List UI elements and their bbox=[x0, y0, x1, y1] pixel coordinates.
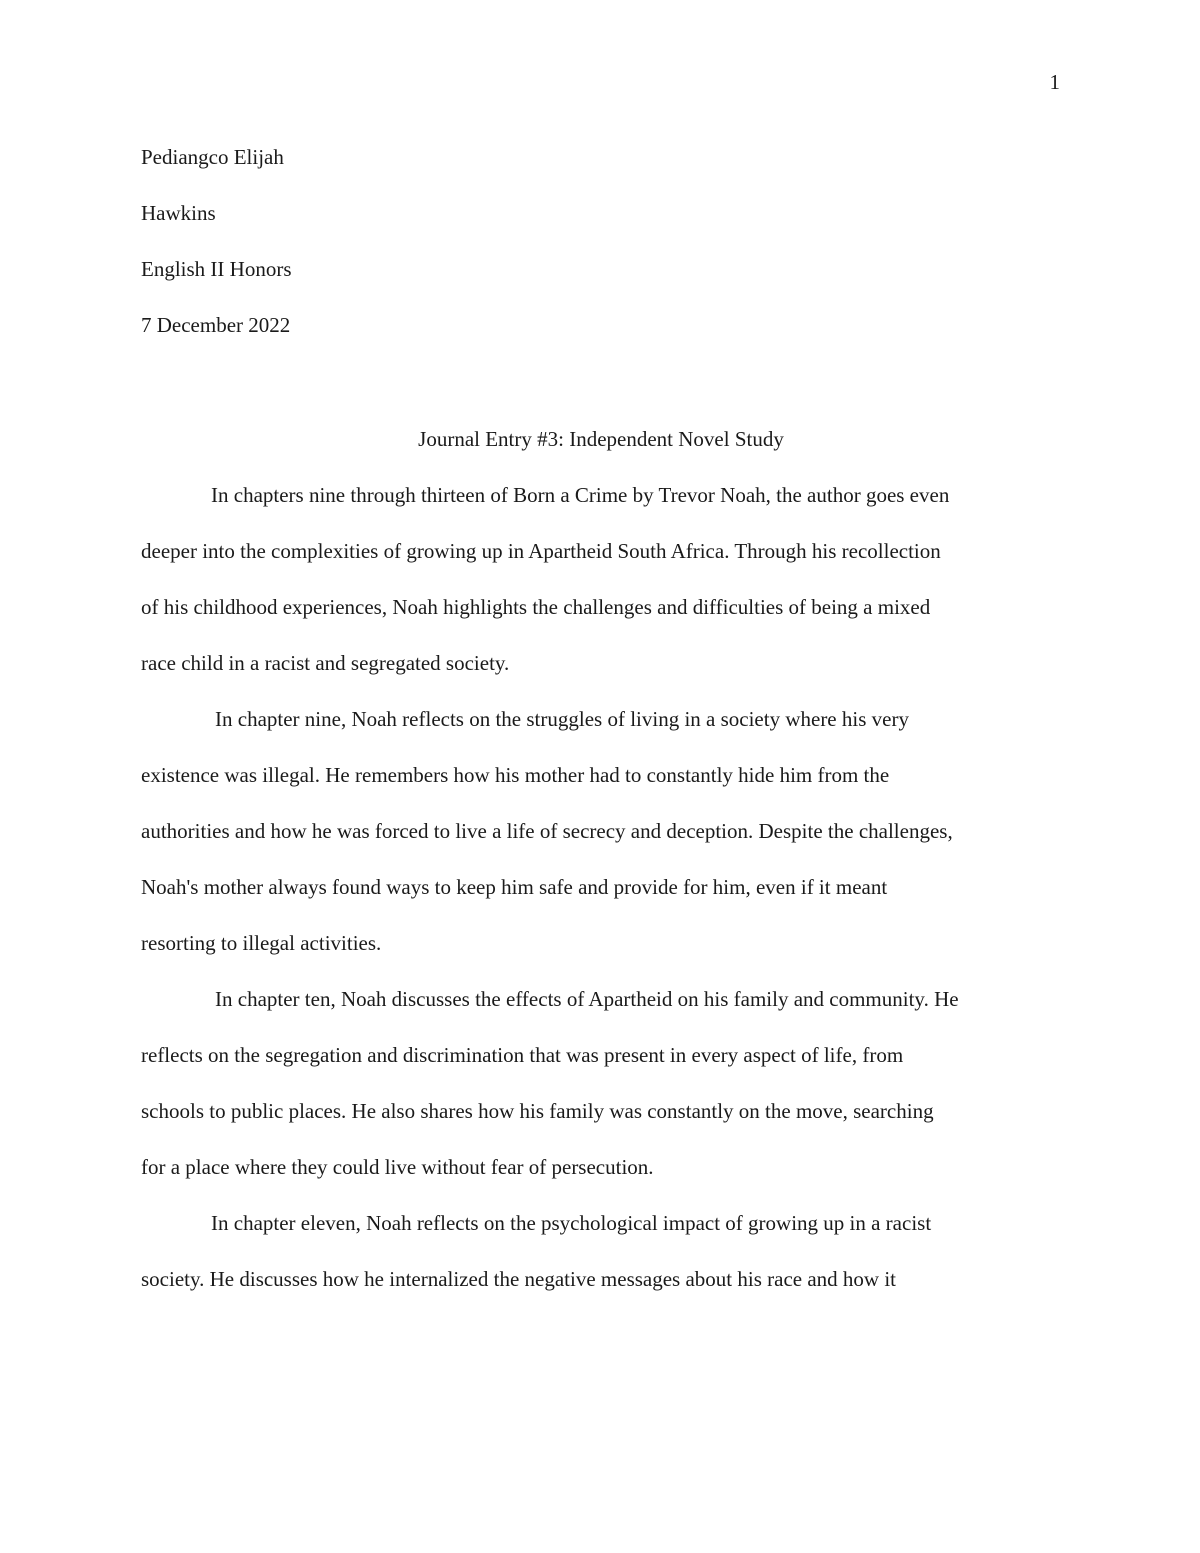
paragraph-2-line-4: Noah's mother always found ways to keep him safe and provide for him, even if it meant bbox=[141, 875, 888, 899]
paragraph-4-line-2: society. He discusses how he internalized the negative messages about his race and how it bbox=[141, 1267, 896, 1291]
mla-heading bbox=[141, 143, 1061, 367]
paragraph-2-line-1: In chapter nine, Noah reflects on the struggles of living in a society where his very bbox=[215, 707, 909, 731]
paragraph-1-line-1: In chapters nine through thirteen of Born a Crime by Trevor Noah, the author goes even bbox=[211, 483, 950, 507]
paragraph-2-line-3: authorities and how he was forced to live a life of secrecy and deception. Despite the challenges, bbox=[141, 819, 953, 843]
page-number: 1 bbox=[1049, 70, 1060, 94]
paragraph-2-line-2: existence was illegal. He remembers how his mother had to constantly hide him from the bbox=[141, 763, 890, 787]
paragraph-4-line-1: In chapter eleven, Noah reflects on the psychological impact of growing up in a racist bbox=[211, 1211, 932, 1235]
paragraph-3-line-1: In chapter ten, Noah discusses the effects of Apartheid on his family and community. He bbox=[215, 987, 959, 1011]
paragraph-1-line-4: race child in a racist and segregated society. bbox=[141, 651, 510, 675]
paragraph-2-line-5: resorting to illegal activities. bbox=[141, 931, 382, 955]
paragraph-1-line-3: of his childhood experiences, Noah highlights the challenges and difficulties of being a mixed bbox=[141, 595, 931, 619]
date: 7 December 2022 bbox=[141, 313, 291, 337]
document-title: Journal Entry #3: Independent Novel Study bbox=[418, 427, 784, 451]
paragraph-3-line-3: schools to public places. He also shares how his family was constantly on the move, searching bbox=[141, 1099, 934, 1123]
teacher-name: Hawkins bbox=[141, 201, 216, 225]
paragraph-1-line-2: deeper into the complexities of growing up in Apartheid South Africa. Through his recollection bbox=[141, 539, 941, 563]
paragraph-3-line-4: for a place where they could live without fear of persecution. bbox=[141, 1155, 654, 1179]
student-name: Pediangco Elijah bbox=[141, 145, 284, 169]
course-name: English II Honors bbox=[141, 257, 292, 281]
paragraph-3-line-2: reflects on the segregation and discrimination that was present in every aspect of life, from bbox=[141, 1043, 904, 1067]
